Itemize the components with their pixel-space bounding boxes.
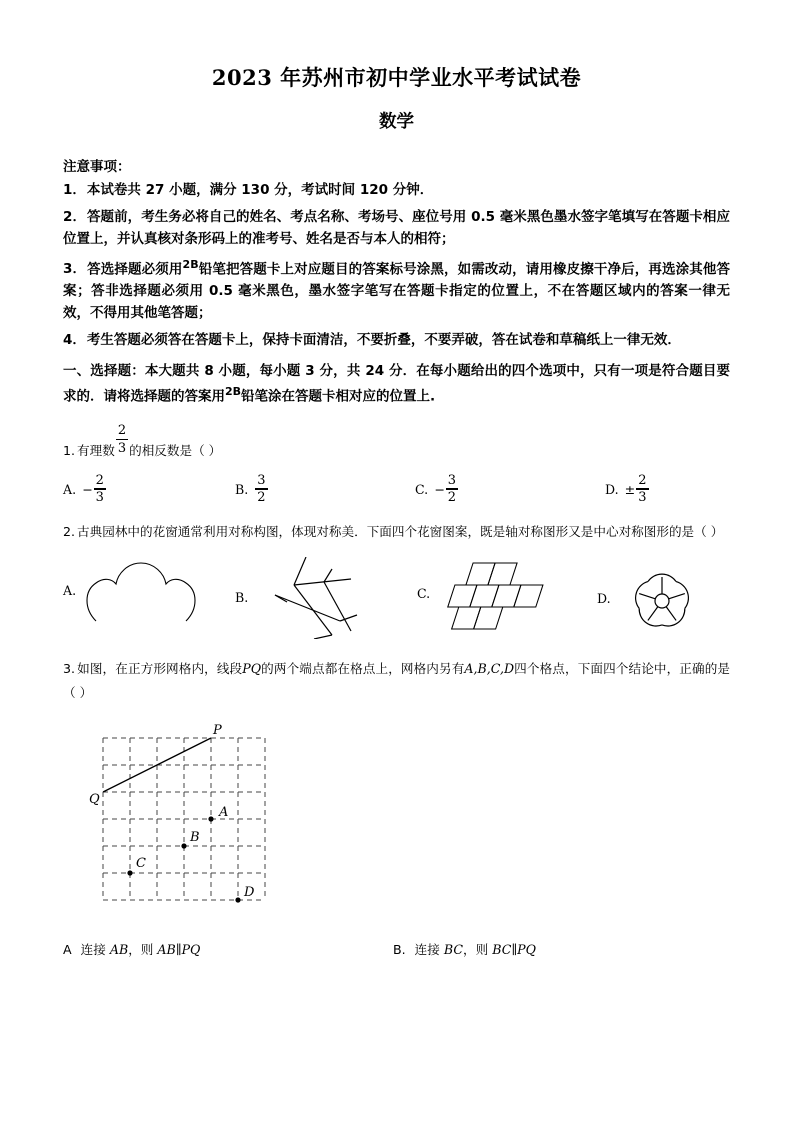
question-text: 有理数 [77,443,115,459]
option-fraction [255,474,267,504]
question-number: 1. [63,443,76,459]
segment-name: PQ [242,660,262,676]
point-names: A,B,C,D [464,660,515,676]
option-d[interactable] [605,474,650,504]
option-c[interactable] [415,474,605,504]
section-one-heading [63,360,730,409]
fraction-bar [116,439,128,440]
note-item [63,256,730,325]
label-q: Q [89,791,100,807]
option-label: B. [235,481,249,497]
note-index: 3． [63,261,87,278]
segment-name: AB [109,941,129,957]
option-label: A [63,941,72,957]
fraction-numerator: 2 [638,472,647,488]
question-1-options [63,474,730,504]
pencil-grade-label: 2B [182,257,199,271]
option-b[interactable] [235,474,415,504]
label-d: D [244,884,255,900]
label-c: C [136,855,146,871]
option-label: D. [605,481,619,497]
label-p: P [213,722,222,738]
fraction-denominator: 2 [447,490,457,506]
fraction-numerator: 2 [95,472,104,488]
section-text: 铅笔涂在答题卡相对应的位置上. [241,388,436,405]
pinwheel-pentagon-window-figure [254,557,374,639]
option-sign: ± [624,481,636,497]
option-b[interactable] [393,939,536,958]
option-text: 连接 [80,941,106,957]
point-b [181,843,186,848]
question-text: 如图，在正方形网格内，线段 [77,660,243,676]
question-1-stem [63,424,730,464]
question-text: 的相反数是（ ） [129,443,222,459]
option-label: A. [63,583,77,599]
option-sign: − [434,481,445,497]
note-text: 考生答题必须答在答题卡上，保持卡面清洁，不要折叠，不要弄破，答在试卷和草稿纸上一律无效． [86,331,681,348]
option-label: B. [393,941,406,957]
question-text: 古典园林中的花窗通常利用对称构图，体现对称美．下面四个花窗图案，既是轴对称图形又是中心对称图形的是（ ） [77,524,724,540]
stem-fraction [116,424,128,454]
fraction-denominator: 2 [257,490,266,506]
option-text: ，则 [128,941,154,957]
fraction-numerator: 2 [117,423,127,439]
question-2-figures [63,557,730,641]
question-3-options [63,939,730,958]
note-index: 4． [63,331,86,348]
option-text: ，则 [463,941,489,957]
option-fraction [94,474,106,504]
figure-option-b[interactable] [235,557,417,639]
point-d [235,897,240,902]
question-number: 2. [63,524,76,540]
figure-option-c[interactable] [417,557,597,631]
figure-option-d[interactable] [597,557,707,641]
note-item [63,180,730,202]
segment-name: BC [443,941,463,957]
fraction-denominator: 3 [638,490,647,506]
fraction-numerator: 3 [257,472,266,488]
question-text: 的两个端点都在格点上，网格内另有 [261,660,465,676]
question-text: 四个格点，下面四个结论中，正确的是（ ） [63,660,731,701]
note-item [63,207,730,251]
figure-option-a[interactable] [63,557,235,625]
option-label: D. [597,591,611,607]
note-text: 答题前，考生务必将自己的姓名、考点名称、考场号、座位号用 0.5 毫米黑色墨水签字笔填写在答题卡相应位置上，并认真核对条形码上的准考号、姓名是否与本人的相符； [63,208,730,247]
fraction-denominator: 3 [117,440,127,456]
label-a: A [219,804,229,820]
option-text: 连接 [414,941,440,957]
note-item [63,330,730,352]
section-text: 一、选择题：本大题共 8 小题，每小题 3 分，共 24 分．在每小题给出的四个选项中，只有一项是符合题目要求的．请将选择题的答案用 [63,362,730,405]
question-2-stem [63,520,730,545]
note-index: 2． [63,208,86,225]
note-text: 答选择题必须用 [87,261,183,278]
subject-title: 数学 [379,112,414,132]
option-label: A. [63,481,77,497]
page-title: 2023 年苏州市初中学业水平考试试卷 [211,65,582,90]
option-a[interactable] [63,939,393,958]
note-index: 1． [63,182,86,198]
note-text: 铅笔把答题卡上对应题目的答案标号涂黑，如需改动，请用橡皮擦干净后，再选涂其他答案；答非选择题必须用 0.5 毫米黑色，墨水签字笔写在答题卡指定的位置上，不在答题区域内的答案一律无效，不得用其他笔答题； [63,261,731,321]
fraction-denominator: 3 [95,490,104,506]
option-label: C. [417,586,431,602]
option-a[interactable] [63,474,235,504]
label-b: B [190,829,200,845]
option-label: C. [415,481,429,497]
square-grid-diagram [89,720,730,925]
five-petal-flower-window-figure [617,557,707,641]
notes-heading: 注意事项： [63,159,131,175]
fraction-numerator: 3 [447,472,457,488]
diamond-lattice-window-figure [436,557,558,631]
parallel-statement: AB∥PQ [157,941,201,957]
note-text: 本试卷共 27 小题，满分 130 分，考试时间 120 分钟． [86,182,434,198]
question-3-stem [63,657,730,706]
point-c [127,870,132,875]
pencil-grade-label: 2B [225,384,242,398]
cloud-arch-window-figure [82,557,200,625]
point-a [208,816,213,821]
option-label: B. [235,590,249,606]
option-fraction [636,474,648,504]
option-fraction [446,474,458,504]
option-sign: − [82,481,93,497]
parallel-statement: BC∥PQ [492,941,536,957]
question-number: 3. [63,660,76,676]
